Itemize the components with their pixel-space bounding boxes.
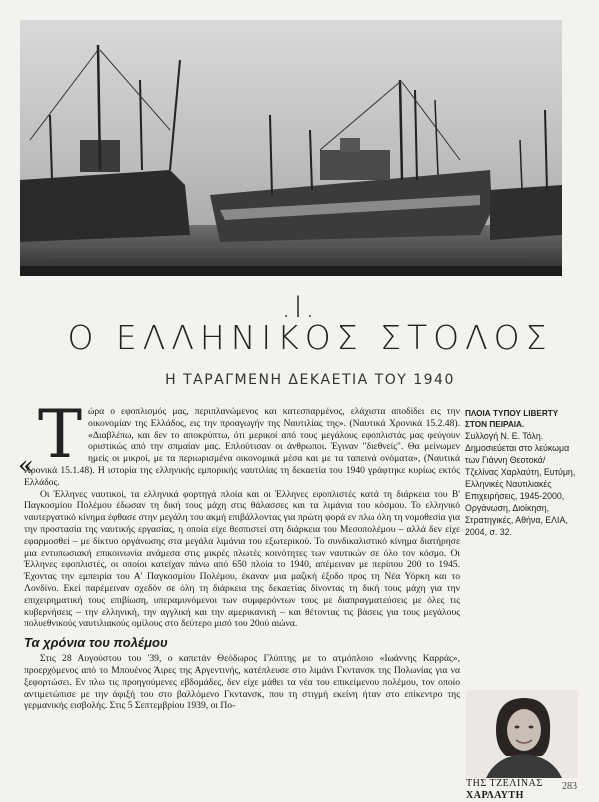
drop-cap: Τ bbox=[38, 396, 83, 473]
author-portrait-illustration bbox=[466, 690, 578, 778]
author-portrait bbox=[466, 690, 578, 778]
lead-paragraph bbox=[18, 396, 460, 489]
paragraph-2: Οι Έλληνες ναυτικοί, τα ελληνικά φορτηγά πλοία και οι Έλληνες εφοπλιστές κατά τη διάρκεια του Β' Παγκοσμίου Πολέμου έδωσαν τη δική τους μάχη στις θάλασσες και τα λιμάνια του κόσμου. Το ελληνικό ναυτεργατικό κίνημα έφθασε στην μεγάλη του ακμή επιβάλλοντας για πρώτη φορά εν πλω όλη τη νομοθεσία για την προστασία της ναυτικής εργασίας, η οποία είχε θεσπιστεί στη διάρκεια του Μεσοπολέμου – αλλά δεν είχε εφαρμοσθεί – με δίκτυο οργάνωσης στα μεγάλα λιμάνια του εξωτερικού. Το συνδικαλιστικό κίνημα διατήρησε μια εντυπωσιακή επικοινωνία ανάμεσα στις μικρές πλωτές κοινότητες των ναυτικών σε όλο τον κόσμο. Οι Έλληνες εφοπλιστές, οι οποίοι κατείχαν πάνω από 650 πλοία το 1940, απέμειναν με περίπου 200 το 1945. Έχοντας την εμπειρία του Α' Παγκοσμίου Πολέμου, έκαναν μια μαζική έξοδο προς τη Νέα Υόρκη και το Λονδίνο. Εκεί παρέμειναν σχεδόν σε όλη τη διάρκεια της δεκαετίας δίνοντας τη δική τους μάχη για την επιχειρηματική τους επιβίωση, υπεραμυνόμενοι των συμφερόντων τους με διαπραγματεύσεις με όλες τις κυβερνήσεις – την ελληνική, την αγγλική και την αμερικανική – και θέτοντας τις βάσεις για τους μεγάλους πολυεθνικούς ναυτιλιακούς ομίλους στο δεύτερο μισό του 20ού αιώνα. bbox=[24, 488, 460, 630]
chapter-title: Ο ΕΛΛΗΝΙΚΟΣ ΣΤΟΛΟΣ bbox=[67, 318, 553, 357]
opening-quote-mark: « bbox=[18, 451, 34, 481]
lead-text: ώρα ο εφοπλισμός μας, περιπλανώμενος και κατεσπαρμένος, ελάχιστα αποδίδει εις την οικονομίαν της Ελλάδος, εις την προαγωγήν της Ναυτιλίας της». (Ναυτικά Χρονικά 15.2.48). «Διαβλέπω, και δεν το αποκρύπτω, ότι μερικοί από τους μεγάλους εφοπλιστάς μας φεύγουν οριστικώς από την σπμαίαν μας. Επλούτισαν οι άνθρωποι. Έγιναν "διεθνείς". Θα μείνωμεν ημείς οι μικροί, με τα περιωρισμένα οικονομικά μέσα και με τα ταπεινά ονόματα», (Ναυτικά Χρονικά 15.1.48). Η ιστορία της ελληνικής εμπορικής ναυτιλίας τη δεκαετία του 1940 γράφτηκε κυρίως εκτός Ελλάδος. bbox=[24, 406, 460, 488]
article-body bbox=[18, 396, 460, 712]
section-heading: Τα χρόνια του πολέμου bbox=[24, 635, 168, 651]
author-line-2: ΧΑΡΛΑΥΤΗ bbox=[466, 790, 524, 801]
caption-title-line-2: ΣΤΟΝ ΠΕΙΡΑΙΑ. bbox=[465, 420, 525, 429]
caption-text: Συλλογή Ν. Ε. Τόλη. Δημοσιεύεται στο λεύκωμα των Γιάννη Θεοτοκά/ Τζελίνας Χαρλαύτη, Ευτύμη, Ελληνικές Ναυτιλιακές Επιχειρήσεις, 1945-2000, Οργάνωση, Διοίκηση, Στρατηγικές, Αθήνα, ΕΛΙΑ, 2004, σ. 32. bbox=[465, 431, 576, 537]
caption-title-line-1: ΠΛΟΙΑ ΤΥΠΟΥ LIBERTY bbox=[465, 409, 559, 418]
ships-illustration bbox=[20, 20, 562, 276]
paragraph-3: Στις 28 Αυγούστου του '39, ο καπετάν Θεόδωρος Γλύπτης με το ατμόπλοιο «Ιωάννης Καρράς», προερχόμενος από το Μπουένος Άιρες της Αργεντινής, κατέπλευσε στο λιμάνι Γκντανσκ της Πολωνίας για να ξεφορτώσει. Εν πλω τις προηγούμενες εβδομάδες, δεν είχε μάθει τα νέα του επικείμενου πολέμου, τον οποίο αντιμετώπισε με την άφιξή του στο βαλλόμενο Γκντανσκ, που τη στιγμή εκείνη ήταν στο επίκεντρο της γερμανικής εισβολής. Στις 5 Σεπτεμβρίου 1939, οι Πο- bbox=[24, 653, 460, 712]
chapter-subtitle: Η ΤΑΡΑΓΜΕΝΗ ΔΕΚΑΕΤΙΑ ΤΟΥ 1940 bbox=[165, 372, 455, 388]
chapter-number: .Ι. bbox=[281, 290, 318, 324]
liberty-ships-photo bbox=[20, 20, 562, 276]
page-number: 283 bbox=[562, 781, 577, 792]
author-line-1: ΤΗΣ ΤΖΕΛΙΝΑΣ bbox=[466, 778, 543, 789]
photo-caption bbox=[465, 408, 577, 538]
